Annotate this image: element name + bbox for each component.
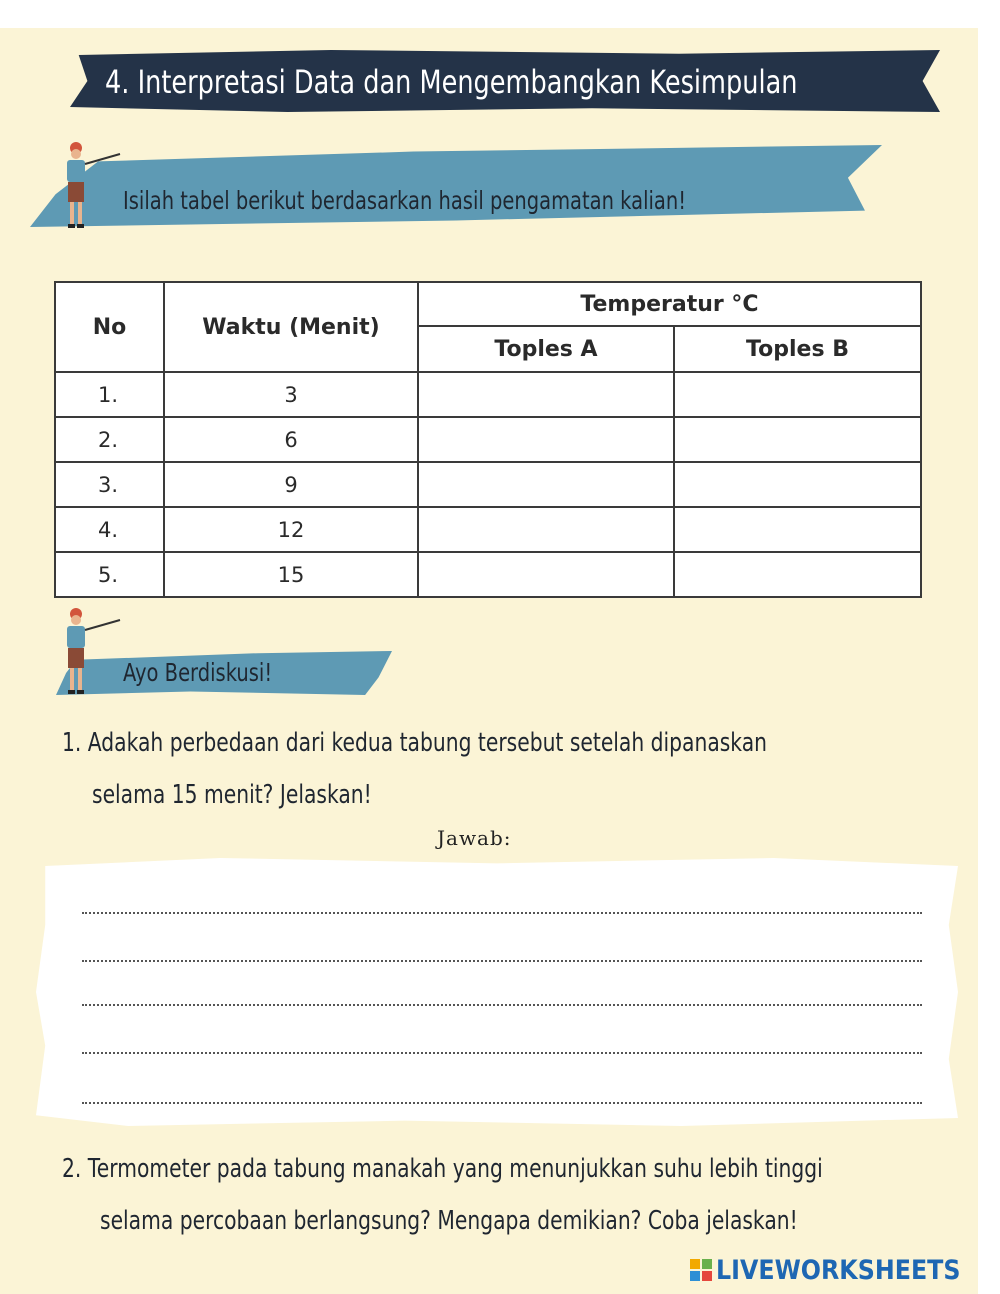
- toples-b-input-cell[interactable]: [674, 507, 921, 552]
- toples-b-input-cell[interactable]: [674, 552, 921, 597]
- section-title: 4. Interpretasi Data dan Mengembangkan Kesimpulan: [105, 63, 798, 101]
- brand-mark-icon: [690, 1259, 712, 1281]
- table-row: [55, 372, 921, 417]
- answer-line: [82, 912, 922, 914]
- toples-b-input-cell[interactable]: [674, 462, 921, 507]
- toples-b-input-cell[interactable]: [674, 372, 921, 417]
- row-no: 3.: [55, 462, 164, 507]
- row-waktu: 3: [164, 372, 418, 417]
- table-row: [55, 507, 921, 552]
- question-1-line-2: selama 15 menit? Jelaskan!: [92, 780, 372, 810]
- discussion-heading: Ayo Berdiskusi!: [123, 658, 273, 687]
- toples-b-input-cell[interactable]: [674, 417, 921, 462]
- table-row: [55, 462, 921, 507]
- question-2-line-2: selama percobaan berlangsung? Mengapa demikian? Coba jelaskan!: [100, 1206, 798, 1236]
- toples-a-input-cell[interactable]: [418, 462, 674, 507]
- row-no: 2.: [55, 417, 164, 462]
- toples-a-input-cell[interactable]: [418, 552, 674, 597]
- header-no: No: [55, 282, 164, 372]
- answer-line: [82, 1004, 922, 1006]
- row-no: 5.: [55, 552, 164, 597]
- toples-a-input-cell[interactable]: [418, 507, 674, 552]
- row-waktu: 12: [164, 507, 418, 552]
- header-toples-b: Toples B: [674, 326, 921, 372]
- table-row: [55, 552, 921, 597]
- liveworksheets-logo: [690, 1254, 994, 1286]
- brand-text: LIVEWORKSHEETS: [716, 1254, 961, 1286]
- row-waktu: 15: [164, 552, 418, 597]
- answer-textarea[interactable]: [36, 858, 958, 1126]
- toples-a-input-cell[interactable]: [418, 417, 674, 462]
- row-waktu: 6: [164, 417, 418, 462]
- row-waktu: 9: [164, 462, 418, 507]
- question-2-line-1: 2. Termometer pada tabung manakah yang menunjukkan suhu lebih tinggi: [62, 1154, 823, 1184]
- header-waktu: Waktu (Menit): [164, 282, 418, 372]
- answer-line: [82, 1052, 922, 1054]
- teacher-illustration-icon: [58, 606, 128, 696]
- answer-label: Jawab:: [437, 826, 512, 850]
- toples-a-input-cell[interactable]: [418, 372, 674, 417]
- row-no: 4.: [55, 507, 164, 552]
- header-temperatur: Temperatur °C: [418, 282, 921, 326]
- instruction-text: Isilah tabel berikut berdasarkan hasil pengamatan kalian!: [123, 186, 687, 215]
- row-no: 1.: [55, 372, 164, 417]
- table-row: [55, 417, 921, 462]
- header-toples-a: Toples A: [418, 326, 674, 372]
- observation-table: [54, 281, 922, 598]
- answer-line: [82, 1102, 922, 1104]
- answer-line: [82, 960, 922, 962]
- teacher-illustration-icon: [58, 140, 128, 230]
- question-1-line-1: 1. Adakah perbedaan dari kedua tabung tersebut setelah dipanaskan: [62, 728, 767, 758]
